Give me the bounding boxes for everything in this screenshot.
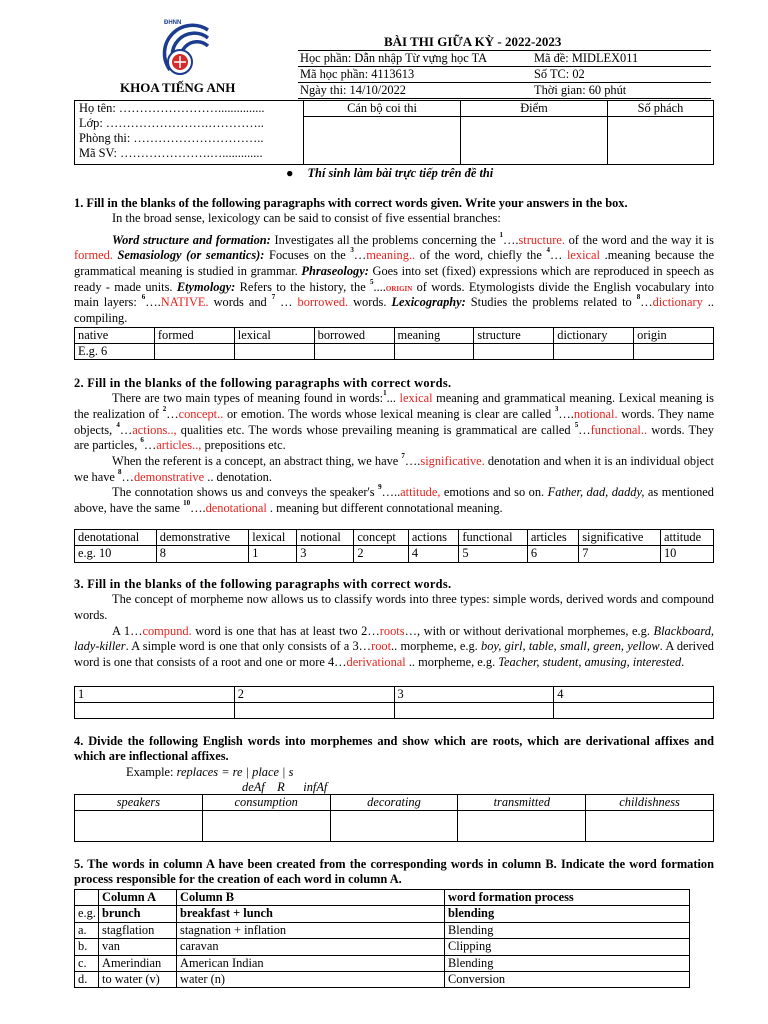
table-row	[75, 327, 714, 343]
question-4	[74, 734, 714, 796]
table-cell[interactable]: e.g. 10	[75, 546, 157, 562]
q5-title: 5. The words in column A have been created from the corresponding words in column B. Indicate the word formation process responsible for the creation of each word in column A.	[74, 857, 714, 887]
q4-title: 4. Divide the following English words into morphemes and show which are roots, which are derivational affixes and which are inflectional affixes.	[74, 734, 714, 764]
table-cell[interactable]: Blending	[445, 955, 690, 971]
q1-title: 1. Fill in the blanks of the following paragraphs with correct words given. Write your answers in the box.	[74, 196, 628, 210]
table-cell[interactable]: Conversion	[445, 971, 690, 987]
q1-answer-4[interactable]: lexical	[566, 248, 600, 263]
q3-paragraph-1: The concept of morpheme now allows us to classify words into three types: simple words, derived words and compound words.	[74, 592, 714, 622]
table-cell: significative	[579, 530, 661, 546]
code-header: Số phách	[608, 101, 714, 117]
table-cell[interactable]: Clipping	[445, 939, 690, 955]
table-cell: Column B	[177, 890, 445, 906]
table-cell[interactable]	[474, 343, 554, 359]
table-cell: speakers	[75, 795, 203, 811]
table-row	[75, 890, 690, 906]
table-cell: American Indian	[177, 955, 445, 971]
q1-answer-6[interactable]: NATIVE.	[160, 295, 209, 310]
score-cell[interactable]	[461, 117, 608, 165]
q3-title: 3. Fill in the blanks of the following paragraphs with correct words.	[74, 577, 452, 591]
table-cell: stagnation + inflation	[177, 922, 445, 938]
table-cell: van	[99, 939, 177, 955]
table-row	[75, 906, 690, 922]
table-cell[interactable]	[75, 703, 235, 719]
q4-answer-table	[74, 794, 714, 842]
student-class-field[interactable]: Lớp: …………………….…………..	[79, 116, 264, 130]
question-3	[74, 577, 714, 671]
q2-answer-7[interactable]: significative.	[420, 453, 485, 468]
q3-answer-1[interactable]: compund.	[142, 623, 192, 638]
table-row	[75, 922, 690, 938]
faculty-logo	[118, 16, 238, 78]
q1-answer-2[interactable]: formed.	[74, 248, 113, 263]
question-5	[74, 857, 714, 888]
q2-paragraph-3: The connotation shows us and conveys the speaker's $^9$…..attitude, emotions and so on. Father, dad, daddy, as mentioned above, have the same $^{10}$….denotational . meaning but different connotational meaning.	[74, 483, 714, 515]
table-cell[interactable]	[314, 343, 394, 359]
q1-answer-5[interactable]: ORIGIN	[385, 284, 413, 293]
table-cell: word formation process	[445, 890, 690, 906]
table-cell[interactable]	[234, 343, 314, 359]
table-cell[interactable]	[202, 811, 330, 842]
q3-answer-3[interactable]: root	[371, 639, 392, 654]
q2-answer-4[interactable]: actions..,	[132, 422, 177, 437]
q2-answer-8[interactable]: demonstrative	[133, 469, 205, 484]
table-cell[interactable]	[554, 343, 634, 359]
table-cell[interactable]	[330, 811, 458, 842]
table-cell: articles	[527, 530, 578, 546]
table-row	[75, 343, 714, 359]
table-cell: breakfast + lunch	[177, 906, 445, 922]
q3-answer-2[interactable]: roots	[379, 623, 405, 638]
q2-paragraph-1: There are two main types of meaning found in words:$^1$... lexical meaning and grammatical meaning. Lexical meaning is the realization of $^2$…concept.. or emotion. The words whose lexical meaning is clear are called $^3$….notional. words. They name objects, $^4$…actions.., qualities etc. The words whose prevailing meaning is grammatical are called $^5$…functional.. words. They are particles, $^6$…articles.., prepositions etc.	[74, 389, 715, 453]
q1-answer-1[interactable]: structure.	[518, 232, 565, 247]
q1-answer-8[interactable]: dictionary	[652, 295, 703, 310]
table-cell[interactable]: Blending	[445, 922, 690, 938]
table-cell[interactable]	[394, 343, 474, 359]
table-cell: notional	[297, 530, 354, 546]
table-row	[75, 530, 714, 546]
table-cell: lexical	[234, 327, 314, 343]
table-cell: actions	[408, 530, 458, 546]
table-cell: transmitted	[458, 795, 586, 811]
table-cell: meaning	[394, 327, 474, 343]
q1-intro: In the broad sense, lexicology can be said to consist of five essential branches:	[112, 211, 501, 226]
exam-room-field[interactable]: Phòng thi: …………………………..	[79, 131, 264, 145]
q1-paragraph: Word structure and formation: Investigates all the problems concerning the $^1$….structure. of the word and the way it is formed. Semasiology (or semantics): Focuses on the $^3$…meaning.. of the word, chiefly the $^4$… lexical .meaning because the grammatical meaning is studied in grammar. Phraseology: Goes into set (fixed) expressions which are reproduced in speech as ready - made units. Etymology: Refers to the history, the $^5$....ORIGIN of words. Etymologists divide the English vocabulary into main layers: $^6$….NATIVE. words and $^7$ … borrowed. words. Lexicography: Studies the problems related to $^8$…dictionary .. compiling.	[74, 230, 714, 325]
table-cell: attitude	[660, 530, 713, 546]
table-cell: denotational	[75, 530, 157, 546]
student-id-field[interactable]: Mã SV: ………………….….............	[79, 146, 263, 160]
table-cell[interactable]: 5	[459, 546, 528, 562]
q2-answer-1[interactable]: lexical	[399, 391, 433, 406]
table-cell[interactable]: 3	[297, 546, 354, 562]
table-cell[interactable]: 1	[249, 546, 297, 562]
q2-answer-5[interactable]: functional..	[590, 422, 648, 437]
q4-example-tags: deAf R infAf	[242, 780, 328, 795]
table-cell[interactable]	[554, 703, 714, 719]
student-info-table	[74, 100, 714, 165]
course-code: Mã học phần: 4113613	[300, 67, 415, 81]
q5-answer-table	[74, 889, 690, 988]
q2-paragraph-2: When the referent is a concept, an abstract thing, we have $^7$….significative. denotation and when it is an individual object we have $^8$…demonstrative .. denotation.	[74, 451, 714, 484]
table-cell: to water (v)	[99, 971, 177, 987]
student-info-cell	[75, 101, 304, 165]
table-cell: water (n)	[177, 971, 445, 987]
table-cell: a.	[75, 922, 99, 938]
table-cell: structure	[474, 327, 554, 343]
table-cell: dictionary	[554, 327, 634, 343]
bullet-icon: ●	[286, 166, 294, 180]
table-cell[interactable]: 4	[408, 546, 458, 562]
table-row	[75, 546, 714, 562]
table-cell[interactable]	[394, 703, 554, 719]
table-cell: caravan	[177, 939, 445, 955]
q2-answer-10[interactable]: denotational	[205, 500, 267, 515]
table-cell: formed	[154, 327, 234, 343]
table-cell: demonstrative	[156, 530, 249, 546]
faculty-name: KHOA TIẾNG ANH	[120, 80, 236, 95]
question-1	[74, 196, 714, 360]
q2-title: 2. Fill in the blanks of the following paragraphs with correct words.	[74, 376, 452, 390]
table-cell: consumption	[202, 795, 330, 811]
table-cell: brunch	[99, 906, 177, 922]
table-cell: d.	[75, 971, 99, 987]
table-cell: borrowed	[314, 327, 394, 343]
exam-header-grid	[298, 50, 711, 99]
question-2	[74, 376, 714, 516]
table-cell: b.	[75, 939, 99, 955]
q1-answer-7[interactable]: borrowed.	[297, 295, 349, 310]
table-cell[interactable]	[154, 343, 234, 359]
table-cell[interactable]	[634, 343, 714, 359]
logo-text: ĐHNN	[164, 20, 182, 26]
table-cell: 4	[554, 687, 714, 703]
table-cell: 1	[75, 687, 235, 703]
table-cell: native	[75, 327, 155, 343]
table-cell: origin	[634, 327, 714, 343]
q2-answer-2[interactable]: concept..	[178, 407, 224, 421]
q3-paragraph-2: A 1…compund. word is one that has at least two 2…roots…, with or without derivational morphemes, e.g. Blackboard, lady-killer. A simple word is one that only consists of a 3…root.. morpheme, e.g. boy, girl, table, small, green, yellow. A derived word is one that consists of a root and one or more 4…derivational .. morpheme, e.g. Teacher, student, amusing, interested.	[74, 623, 714, 669]
exam-date: Ngày thi: 14/10/2022	[300, 83, 407, 97]
table-cell[interactable]: 7	[579, 546, 661, 562]
table-row	[75, 795, 714, 811]
table-cell: Column A	[99, 890, 177, 906]
proctor-signature-cell[interactable]	[304, 117, 461, 165]
table-cell: stagflation	[99, 922, 177, 938]
q2-answer-table	[74, 529, 714, 563]
table-cell[interactable]: E.g. 6	[75, 343, 155, 359]
table-cell[interactable]: 2	[354, 546, 409, 562]
score-header: Điểm	[461, 101, 608, 117]
table-cell	[75, 890, 99, 906]
q1-answer-3[interactable]: meaning..	[366, 248, 416, 263]
exam-code: Mã đề: MIDLEX011	[534, 51, 639, 65]
table-cell: Amerindian	[99, 955, 177, 971]
q2-answer-3[interactable]: notional.	[573, 407, 618, 421]
table-cell[interactable]	[586, 811, 714, 842]
table-cell: 2	[234, 687, 394, 703]
table-cell: functional	[459, 530, 528, 546]
table-row	[75, 811, 714, 842]
table-cell[interactable]	[75, 811, 203, 842]
table-cell[interactable]	[234, 703, 394, 719]
code-cell[interactable]	[608, 117, 714, 165]
table-cell[interactable]: 6	[527, 546, 578, 562]
table-cell: e.g.	[75, 906, 99, 922]
student-name-field[interactable]: Họ tên: ……………………...............	[79, 101, 265, 115]
course-name: Học phần: Dẫn nhập Từ vựng học TA	[300, 51, 488, 65]
table-cell: decorating	[330, 795, 458, 811]
table-cell: concept	[354, 530, 409, 546]
instruction: ● Thí sinh làm bài trực tiếp trên đề thi	[286, 166, 494, 180]
q3-answer-4[interactable]: derivational	[346, 654, 406, 669]
table-row	[75, 971, 690, 987]
q2-answer-6[interactable]: articles..,	[156, 438, 202, 453]
q4-example: Example: replaces = re | place | s	[126, 764, 294, 779]
table-row	[75, 703, 714, 719]
q1-answer-table	[74, 327, 714, 361]
table-cell: c.	[75, 955, 99, 971]
credits: Số TC: 02	[534, 67, 585, 81]
table-row	[75, 687, 714, 703]
table-cell[interactable]: 8	[156, 546, 249, 562]
table-cell[interactable]	[458, 811, 586, 842]
table-row	[75, 955, 690, 971]
duration: Thời gian: 60 phút	[534, 83, 627, 97]
table-cell: childishness	[586, 795, 714, 811]
table-cell: lexical	[249, 530, 297, 546]
q2-answer-9[interactable]: attitude,	[400, 485, 441, 500]
exam-title: BÀI THI GIỮA KỲ - 2022-2023	[384, 34, 562, 49]
proctor-header: Cán bộ coi thi	[304, 101, 461, 117]
table-cell: 3	[394, 687, 554, 703]
table-cell[interactable]: 10	[660, 546, 713, 562]
q3-answer-table	[74, 686, 714, 719]
table-row	[75, 939, 690, 955]
table-cell: blending	[445, 906, 690, 922]
